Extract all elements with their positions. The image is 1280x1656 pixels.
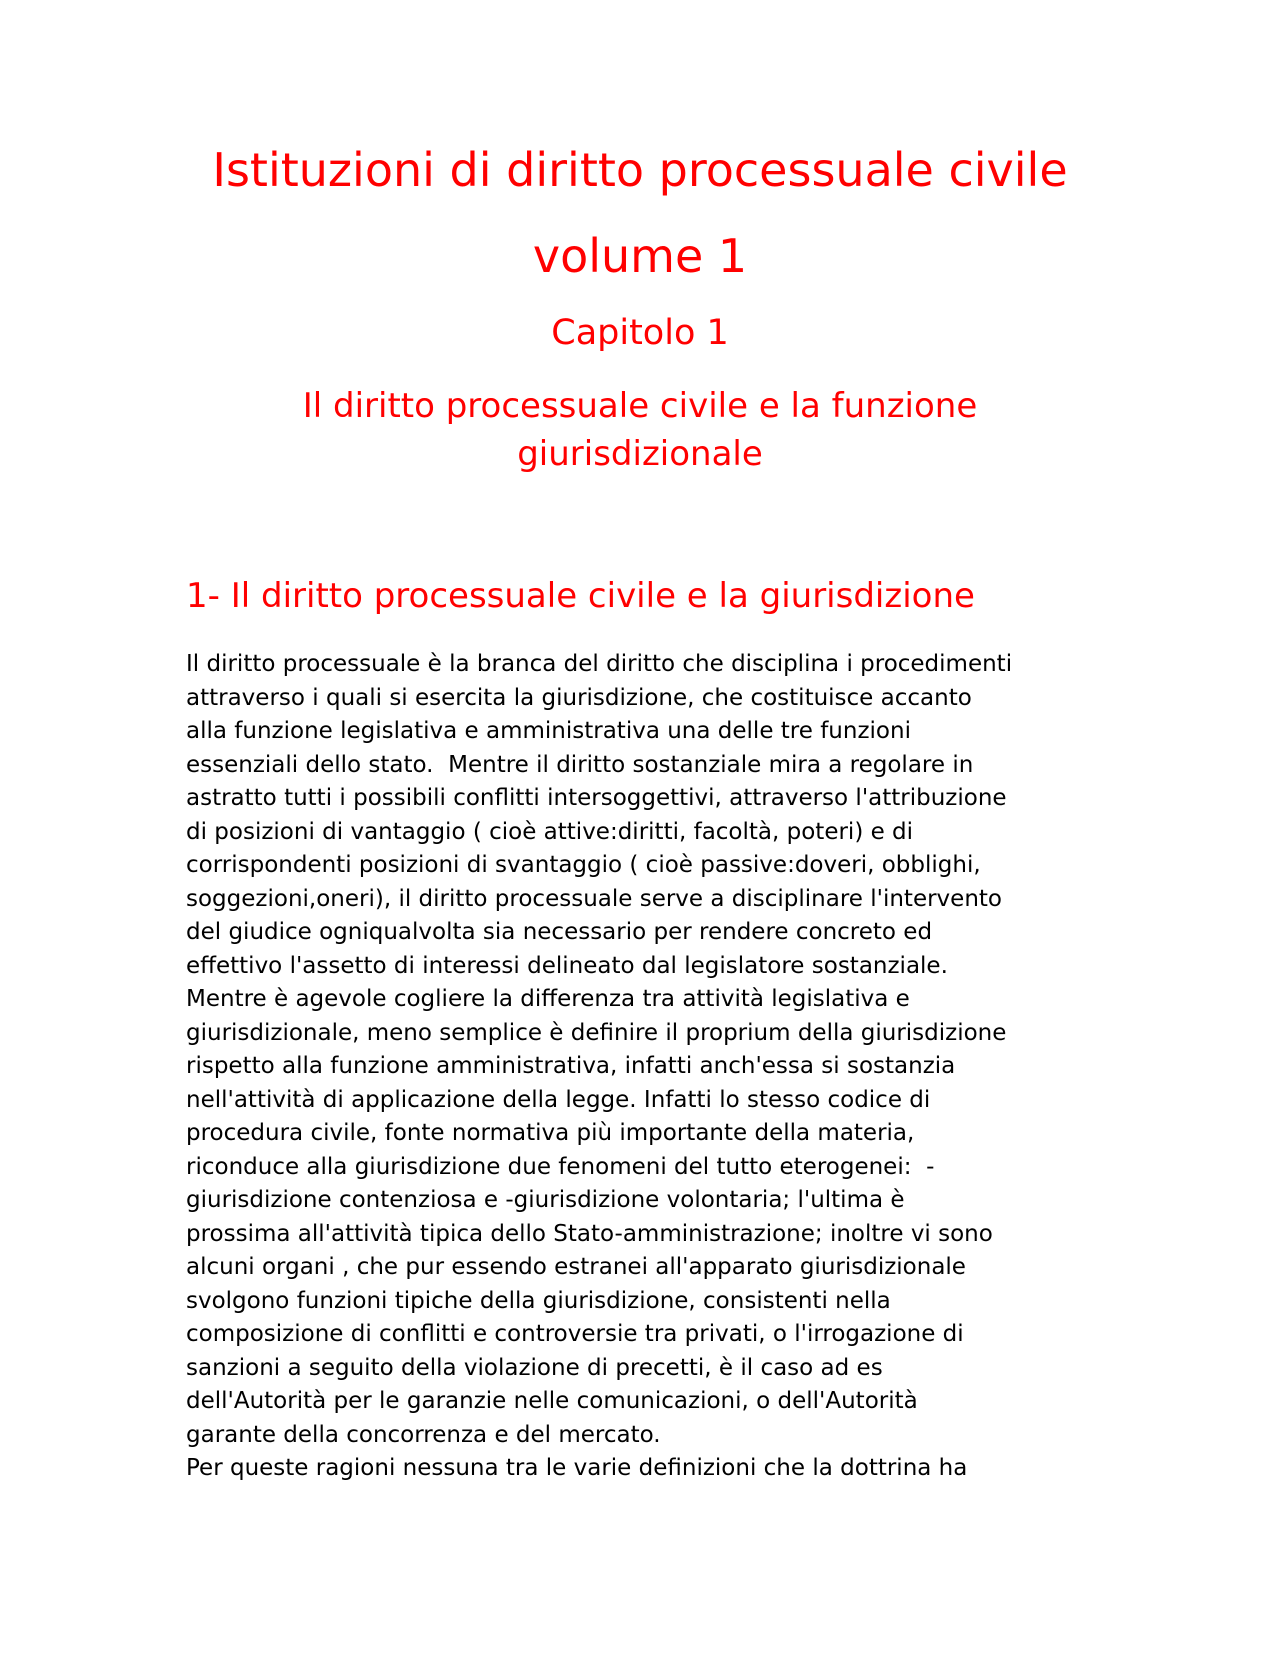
- body-line: essenziali dello stato. Mentre il diritto sostanziale mira a regolare in: [186, 751, 974, 778]
- body-line: nell'attività di applicazione della legge. Infatti lo stesso codice di: [186, 1086, 931, 1113]
- body-line: attraverso i quali si esercita la giurisdizione, che costituisce accanto: [186, 684, 972, 711]
- body-line: Il diritto processuale è la branca del diritto che disciplina i procedimenti: [186, 651, 1013, 677]
- body-line: rispetto alla funzione amministrativa, infatti anch'essa si sostanzia: [186, 1053, 956, 1079]
- document-volume: volume 1: [532, 229, 748, 283]
- body-line: astratto tutti i possibili conflitti intersoggettivi, attraverso l'attribuzione: [186, 785, 1007, 811]
- body-line: Per queste ragioni nessuna tra le varie definizioni che la dottrina ha: [186, 1455, 968, 1481]
- body-line: giurisdizione contenziosa e -giurisdizione volontaria; l'ultima è: [186, 1187, 905, 1213]
- chapter-label: Capitolo 1: [551, 313, 729, 353]
- chapter-title: Il diritto processuale civile e la funzione giurisdizionale: [302, 386, 978, 474]
- body-line: composizione di conflitti e controversie tra privati, o l'irrogazione di: [186, 1321, 964, 1347]
- body-line: corrispondenti posizioni di svantaggio ( cioè passive:doveri, obblighi,: [186, 852, 981, 878]
- body-line: del giudice ogniqualvolta sia necessario per rendere concreto ed: [186, 919, 933, 945]
- body-paragraph: [186, 648, 1086, 1486]
- body-line: alcuni organi , che pur essendo estranei all'apparato giurisdizionale: [186, 1254, 966, 1280]
- section-heading: 1- Il diritto processuale civile e la giurisdizione: [186, 576, 975, 616]
- body-line: Mentre è agevole cogliere la differenza tra attività legislativa e: [186, 986, 910, 1012]
- body-line: effettivo l'assetto di interessi delineato dal legislatore sostanziale.: [186, 952, 948, 979]
- body-line: riconduce alla giurisdizione due fenomeni del tutto eterogenei: -: [186, 1153, 935, 1180]
- body-line: garante della concorrenza e del mercato.: [186, 1421, 661, 1448]
- body-line: dell'Autorità per le garanzie nelle comunicazioni, o dell'Autorità: [186, 1388, 918, 1414]
- body-line: alla funzione legislativa e amministrativa una delle tre funzioni: [186, 718, 911, 744]
- body-line: procedura civile, fonte normativa più importante della materia,: [186, 1120, 915, 1146]
- body-line: prossima all'attività tipica dello Stato-amministrazione; inoltre vi sono: [186, 1220, 993, 1247]
- document-title: Istituzioni di diritto processuale civile: [212, 143, 1068, 197]
- body-line: soggezioni,oneri), il diritto processuale serve a disciplinare l'intervento: [186, 885, 1002, 912]
- body-line: sanzioni a seguito della violazione di precetti, è il caso ad es: [186, 1354, 883, 1381]
- body-line: giurisdizionale, meno semplice è definire il proprium della giurisdizione: [186, 1019, 1007, 1046]
- body-line: svolgono funzioni tipiche della giurisdizione, consistenti nella: [186, 1287, 891, 1314]
- body-line: di posizioni di vantaggio ( cioè attive:diritti, facoltà, poteri) e di: [186, 818, 914, 845]
